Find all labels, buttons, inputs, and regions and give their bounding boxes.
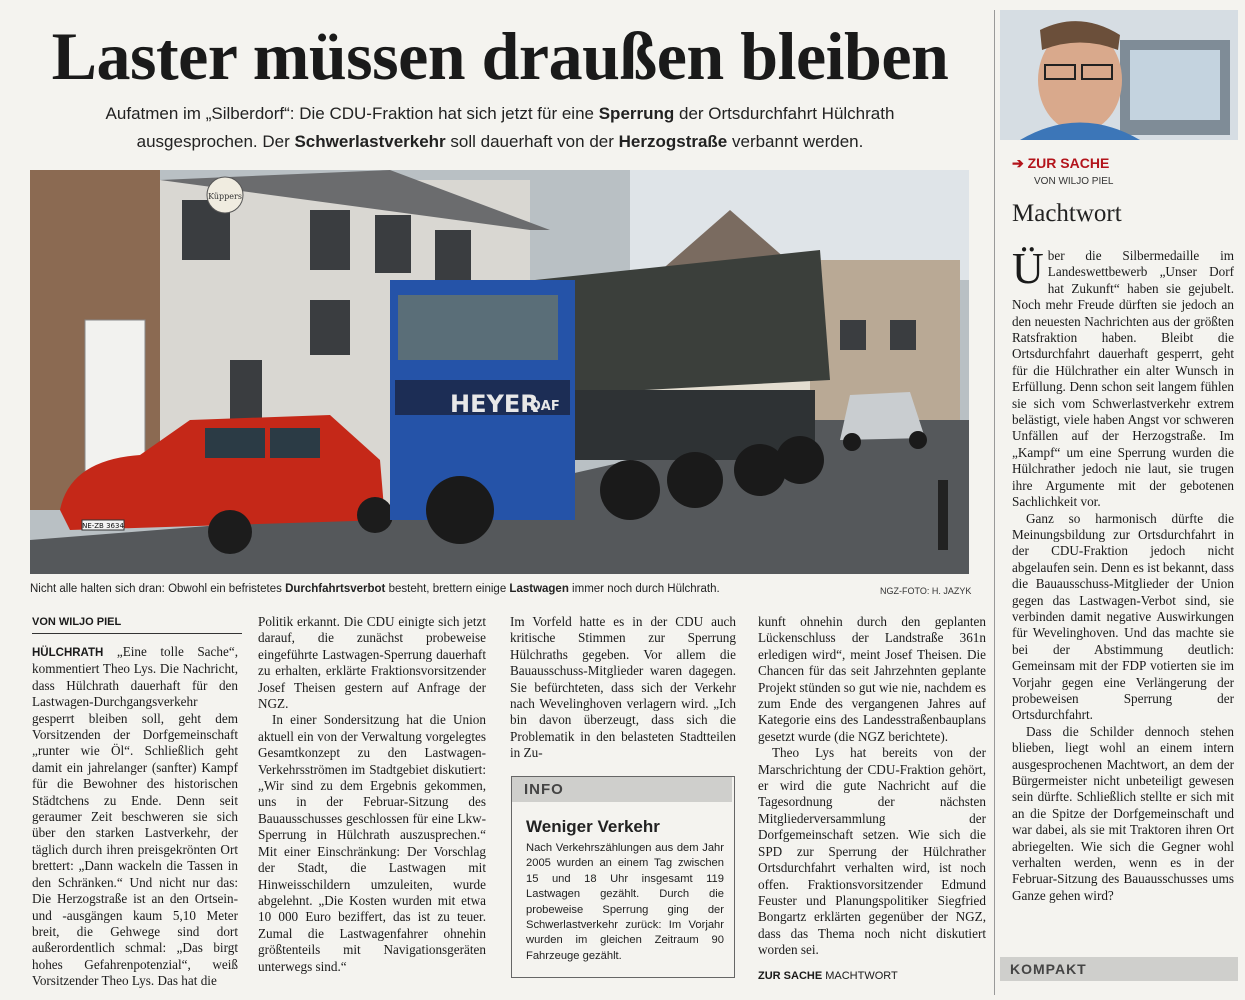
info-body: Nach Verkehrszählungen aus dem Jahr 2005 wurden an einem Tag zwischen 15 und 18 Uhr insgesamt 119 Lastwagen gezählt. Durch die probeweise Sperrung ging der Schwerlastverkehr zurück: Im Vorjahr wurden im gleichen Zeitraum 90 Fahrzeuge gezählt. — [526, 842, 724, 962]
subhead-bold: Sperrung — [598, 104, 675, 123]
paragraph: Dass die Schilder dennoch stehen blieben, liegt wohl an einem intern ausgesprochenen Machtwort, an dem der Bürgermeister nicht unbeteiligt gewesen sein dürfte. Schließlich stellte er sich mit an die Spitze der Dorfgemeinschaft und war dabei, als sie mit Traktoren ihren Ort abriegelten. Wie sich die Gegner wohl verhalten werden, wenn es in der Februar-Sitzung des Bauausschusses ums Ganze gehen wird? — [1012, 723, 1234, 903]
sidebar-divider — [994, 10, 995, 995]
paragraph: kunft ohnehin durch den geplanten Lückenschluss der Landstraße 361n erledigen wird“, meint Josef Theisen. Die Chancen für das seit Jahrzehnten geplante Projekt stünden so gut wie nie, nachdem es zum Ende des vergangenen Jahres auf Kategorie eins des Landesstraßenbauplans gesetzt wurde (die NGZ berichtete). — [758, 614, 986, 744]
paragraph: Ganz so harmonisch dürfte die Meinungsbildung zur Ortsdurchfahrt in der CDU-Fraktion jedoch nicht abgelaufen sein. Denn es ist bekannt, dass die Bauausschuss-Mitglieder der Union gegen das Lastwagen-Verbot sind, sie verbinden damit negative Auswirkungen für Wevelinghoven. Und das machte sie bei der Abstimmung deutlich: Gemeinsam mit der FDP votierten sie im Vorjahr gegen eine Verlängerung der probeweisen Sperrung der Ortsdurchfahrt. — [1012, 510, 1234, 723]
sidebar-byline: VON WILJO PIEL — [1034, 176, 1114, 187]
drop-cap: Ü — [1012, 244, 1044, 293]
info-title: Weniger Verkehr — [526, 817, 660, 836]
headline: Laster müssen draußen bleiben — [51, 18, 949, 94]
byline: VON WILJO PIEL — [32, 616, 122, 628]
author-portrait — [1000, 10, 1238, 140]
zur-sache-label: ZUR SACHE — [758, 970, 823, 982]
photo-credit: NGZ-FOTO: H. JAZYK — [880, 586, 972, 596]
paragraph-text: ber die Silbermedaille im Landeswettbewerb „Unser Dorf hat Zukunft“ haben sie gejubelt. Noch mehr Freude dürften sie jedoch an den neuesten Nachrichten aus der größten Ratsfraktion haben. Bleibt die Ortsdurchfahrt dauerhaft gesperrt, geht für die Hülchrather ein alter Wunsch in Erfüllung. Denn schon seit langem fühlen sie sich vom Schwerlastverkehr extrem belästigt, viele haben Angst vor schweren Unfällen auf der Herzogstraße. Im „Kampf“ um eine Sperrung wurden die Hülchrather jedoch nie laut, sie trugen ihre Argumente mit der gebotenen Sachlichkeit vor. — [1012, 248, 1234, 510]
byline-divider — [32, 633, 242, 634]
article-column-4 — [758, 614, 986, 959]
info-label: INFO — [512, 777, 732, 802]
photo-caption — [30, 583, 830, 595]
portrait-illustration — [1000, 10, 1238, 140]
info-box — [511, 776, 735, 978]
dateline: HÜLCHRATH — [32, 647, 104, 659]
caption-text: Nicht alle halten sich dran: Obwohl ein befristetes — [30, 583, 286, 595]
main-photo — [30, 170, 969, 574]
sidebar-title: Machtwort — [1012, 200, 1122, 227]
paragraph: Theo Lys hat bereits von der Marschrichtung der CDU-Fraktion gehört, er wird die gute Nachricht auf die Tagesordnung der nächsten Mitgliederversammlung der Dorfgemeinschaft setzen. Wie sich die SPD zur Sperrung der Hülchrather Ortsdurchfahrt verhalten wird, ist noch offen. Fraktionsvorsitzender Edmund Feuster und Planungspolitiker Siegfried Bongartz erklärten gegenüber der NGZ, dass das Thema noch nicht diskutiert worden sei. — [758, 745, 986, 958]
paragraph: Politik erkannt. Die CDU einigte sich jetzt darauf, die zunächst probeweise eingeführte Lastwagen-Sperrung dauerhaft zu erhalten, erklärte Fraktionsvorsitzender Josef Theisen gestern auf Anfrage der NGZ. — [258, 614, 486, 712]
paragraph — [32, 644, 238, 990]
subhead-text: soll dauerhaft von der — [445, 132, 619, 151]
pub-sign-text: Küppers — [208, 192, 242, 201]
truck-make-text: DAF — [530, 399, 560, 414]
truck-street-illustration — [30, 170, 969, 574]
caption-text: immer noch durch Hülchrath. — [568, 583, 720, 595]
zur-sache-reference — [758, 970, 898, 982]
article-column-1 — [32, 644, 238, 990]
zur-sache-title: MACHTWORT — [825, 970, 898, 982]
sidebar-kicker: ➔ ZUR SACHE — [1012, 155, 1110, 171]
truck-brand-text: HEYER — [450, 390, 539, 418]
subhead-text: der Ortsdurchfahrt Hülchrath ausgesprochen. Der — [136, 104, 895, 151]
subhead-text: Aufatmen im „Silberdorf“: Die CDU-Fraktion hat sich jetzt für eine — [105, 104, 599, 123]
subhead-text: verbannt werden. — [727, 132, 864, 151]
paragraph: In einer Sondersitzung hat die Union aktuell ein von der Verwaltung vorgelegtes Gesamtkonzept zu den Lastwagen-Verkehrsströmen im Stadtgebiet diskutiert: „Wir sind zu dem Ergebnis gekommen, uns in der Februar-Sitzung des Bauausschusses geschlossen für eine Lkw-Sperrung in Hülchrath auszusprechen.“ Mit einer Einschränkung: Der Vorschlag der Stadt, die Lastwagen mit Hinweisschildern umzuleiten, wurde abgelehnt. „Die Kosten wurden mit etwa 10 000 Euro beziffert, das ist zu teuer. Zumal die Lastwagenfahrer ohnehin größtenteils mit Navigationsgeräten unterwegs sind.“ — [258, 712, 486, 974]
paragraph — [1012, 244, 1234, 511]
license-plate: NE-ZB 3634 — [82, 522, 124, 530]
caption-text: besteht, brettern einige — [385, 583, 510, 595]
caption-bold: Durchfahrtsverbot — [285, 583, 386, 595]
subhead-bold: Schwerlastverkehr — [294, 132, 446, 151]
article-column-3 — [510, 614, 736, 762]
paragraph-text: „Eine tolle Sache“, kommentiert Theo Lys. Die Nachricht, dass Hülchrath dauerhaft für den Lastwagen-Durchgangsverkehr gesperrt bleiben soll, geht dem Vorsitzenden der Dorfgemeinschaft „runter wie Öl“. Schließlich geht damit ein jahrelanger (sanfter) Kampf für die Bewohner des historischen Städtchens zu Ende. Denn seit geraumer Zeit beschweren sie sich über den starken Lastverkehr, der täglich durch ihren preisgekrönten Ort brettert: „Dann wackeln die Tassen in den Schränken.“ Und nicht nur das: Die Herzogstraße ist an den Ortsein- und -ausgängen kaum 5,10 Meter breit, die Gehwege sind dort außerordentlich schmal: „Das birgt hohes Gefahrenpotenzial“, weiß Vorsitzender Theo Lys. Das hat die — [32, 644, 238, 989]
subhead-bold: Herzogstraße — [618, 132, 728, 151]
sidebar-column — [1012, 244, 1234, 904]
subhead — [60, 100, 940, 156]
paragraph: Im Vorfeld hatte es in der CDU auch kritische Stimmen zur Sperrung Hülchraths gegeben. Vor allem die Bauausschuss-Mitglieder waren dagegen. Sie befürchteten, dass sich der Verkehr nach Wevelinghoven verlagern wird. „Ich bin davon überzeugt, dass sich die Problematik in den belasteten Stadtteilen in Zu- — [510, 614, 736, 761]
kompakt-label: KOMPAKT — [1000, 957, 1238, 981]
caption-bold: Lastwagen — [509, 583, 569, 595]
article-column-2 — [258, 614, 486, 975]
